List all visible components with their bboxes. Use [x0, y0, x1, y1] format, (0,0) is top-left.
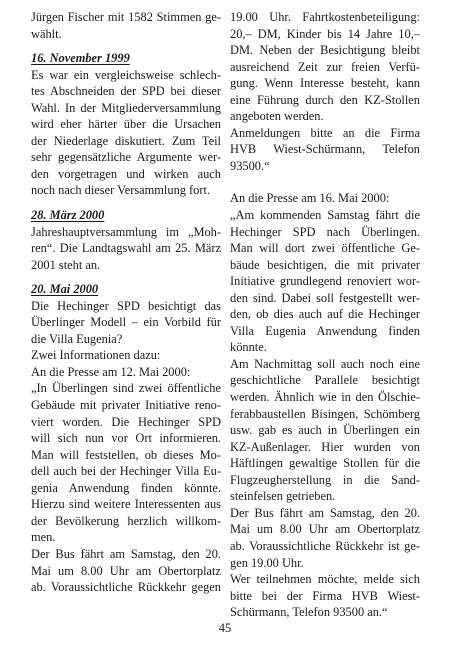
text-line: KZ-Außenlager. Hier wurden von — [230, 439, 420, 454]
text-line: könnte. — [230, 340, 267, 355]
text-line: bitte bei der Firma HVB Wiest- — [230, 588, 420, 603]
text-line: usw. gab es auch in Überlingen ein — [230, 423, 420, 438]
paragraph-gap — [31, 199, 221, 207]
text-line: will sich nun vor Ort informieren. — [31, 431, 221, 446]
text-line: Villa Eugenia Anwendung finden — [230, 323, 420, 338]
text-line: ferabbaustellen Bisingen, Schömberg — [230, 406, 420, 421]
paragraph-gap — [31, 42, 221, 50]
text-line: Mai um 8.00 Uhr am Obertorplatz — [230, 522, 420, 537]
text-line: HVB Wiest-Schürmann, Telefon — [230, 142, 420, 157]
text-line: DM. Neben der Besichtigung bleibt — [230, 43, 420, 58]
text-line: genia Anwendung finden könnte. — [31, 480, 221, 495]
text-line: Jürgen Fischer mit 1582 Stimmen ge- — [31, 10, 221, 24]
text-line: ab. Voraussichtliche Rückkehr gegen — [31, 580, 221, 595]
text-line: Zwei Informationen dazu: — [31, 348, 161, 363]
section-heading-mar-2000: 28. März 2000 — [31, 208, 105, 223]
text-line: Am Nachmittag soll auch noch eine — [230, 356, 420, 371]
paragraph-gap — [31, 273, 221, 281]
text-line: Initiative grundlegend renoviert wor- — [230, 274, 420, 289]
text-line: gen 19.00 Uhr. — [230, 555, 304, 570]
text-line: 2001 steht an. — [31, 257, 101, 272]
text-line: den vorgetragen und wirken auch — [31, 166, 221, 181]
text-line: tes Abschneiden der SPD bei dieser — [31, 84, 221, 99]
text-line: ren“. Die Landtagswahl am 25. März — [31, 241, 221, 256]
text-line: sehr gegensätzliche Argumente wer- — [31, 150, 221, 165]
text-line: Flugzeugherstellung in die Sand- — [230, 472, 420, 487]
text-line: Die Hechinger SPD besichtigt das — [31, 298, 221, 313]
paragraph-gap — [230, 182, 420, 190]
text-line: Wahl. In der Mitgliederversammlung — [31, 100, 221, 115]
text-line: Häftlingen gewaltige Stollen für die — [230, 456, 420, 471]
text-line: eine Führung durch den KZ-Stollen — [230, 92, 420, 107]
text-line: Der Bus fährt am Samstag, den 20. — [31, 546, 221, 561]
text-line: werden. Ähnlich wie in den Ölschie- — [230, 390, 420, 405]
text-line: den, ob dies auch auf die Hechinger — [230, 307, 420, 322]
text-line: 93500.“ — [230, 158, 270, 173]
text-line: wählt. — [31, 26, 62, 41]
text-line: Hechinger SPD nach Überlingen. — [230, 224, 420, 239]
text-line: 19.00 Uhr. Fahrtkostenbeteiligung: — [230, 10, 420, 24]
text-line: 20,– DM, Kinder bis 14 Jahre 10,– — [230, 26, 420, 41]
text-line: ausreichend Zeit zur freien Verfü- — [230, 59, 420, 74]
text-line: den sind. Dabei soll festgestellt wer- — [230, 290, 420, 305]
section-heading-nov-1999: 16. November 1999 — [31, 51, 130, 66]
text-line: Gebäude mit privater Initiative reno- — [31, 398, 221, 413]
text-line: An die Presse am 12. Mai 2000: — [31, 364, 191, 379]
text-line: Anmeldungen bitte an die Firma — [230, 125, 420, 140]
text-line: gung. Wenn Interesse besteht, kann — [230, 76, 420, 91]
text-line: Überlinger Modell – ein Vorbild für — [31, 315, 221, 330]
section-heading-may-2000: 20. Mai 2000 — [31, 282, 99, 297]
text-line: Schürmann, Telefon 93500 an.“ — [230, 605, 388, 620]
text-line: dell auch bei der Hechinger Villa Eu- — [31, 464, 221, 479]
text-line: Man will feststellen, ob dieses Mo- — [31, 447, 221, 462]
text-line: die Villa Eugenia? — [31, 331, 123, 346]
text-line: der Bevölkerung herzlich willkom- — [31, 513, 221, 528]
text-line: Der Bus fährt am Samstag, den 20. — [230, 505, 420, 520]
text-line: „Am kommenden Samstag fährt die — [230, 208, 420, 223]
text-line: viert worden. Die Hechinger SPD — [31, 414, 221, 429]
text-line: ab. Voraussichtliche Rückkehr ist ge- — [230, 538, 420, 553]
text-line: bäude besichtigen, die mit privater — [230, 257, 420, 272]
text-line: Es war ein vergleichsweise schlech- — [31, 67, 221, 82]
text-line: der Niederlage diskutiert. Zum Teil — [31, 133, 221, 148]
text-line: noch nach dieser Versammlung fort. — [31, 183, 211, 198]
text-line: geschichtliche Parallele besichtigt — [230, 373, 420, 388]
text-line: angeboten werden. — [230, 109, 324, 124]
text-line: Mai um 8.00 Uhr am Obertorplatz — [31, 563, 221, 578]
text-line: Jahreshauptversammlung im „Moh- — [31, 224, 221, 239]
right-column — [230, 9, 420, 621]
paragraph-gap — [230, 174, 420, 182]
left-column — [31, 9, 221, 596]
text-line: men. — [31, 530, 56, 545]
text-line: Wer teilnehmen möchte, melde sich — [230, 572, 420, 587]
text-line: wird eher härter über die Ursachen — [31, 117, 221, 132]
text-line: Hierzu sind weitere Interessenten aus — [31, 497, 221, 512]
page-number: 45 — [218, 621, 232, 635]
text-line: „In Überlingen sind zwei öffentliche — [31, 381, 221, 396]
text-line: Man will dort zwei öffentliche Ge- — [230, 241, 420, 256]
text-line: steinfelsen getrieben. — [230, 489, 336, 504]
text-line: An die Presse am 16. Mai 2000: — [230, 191, 390, 206]
